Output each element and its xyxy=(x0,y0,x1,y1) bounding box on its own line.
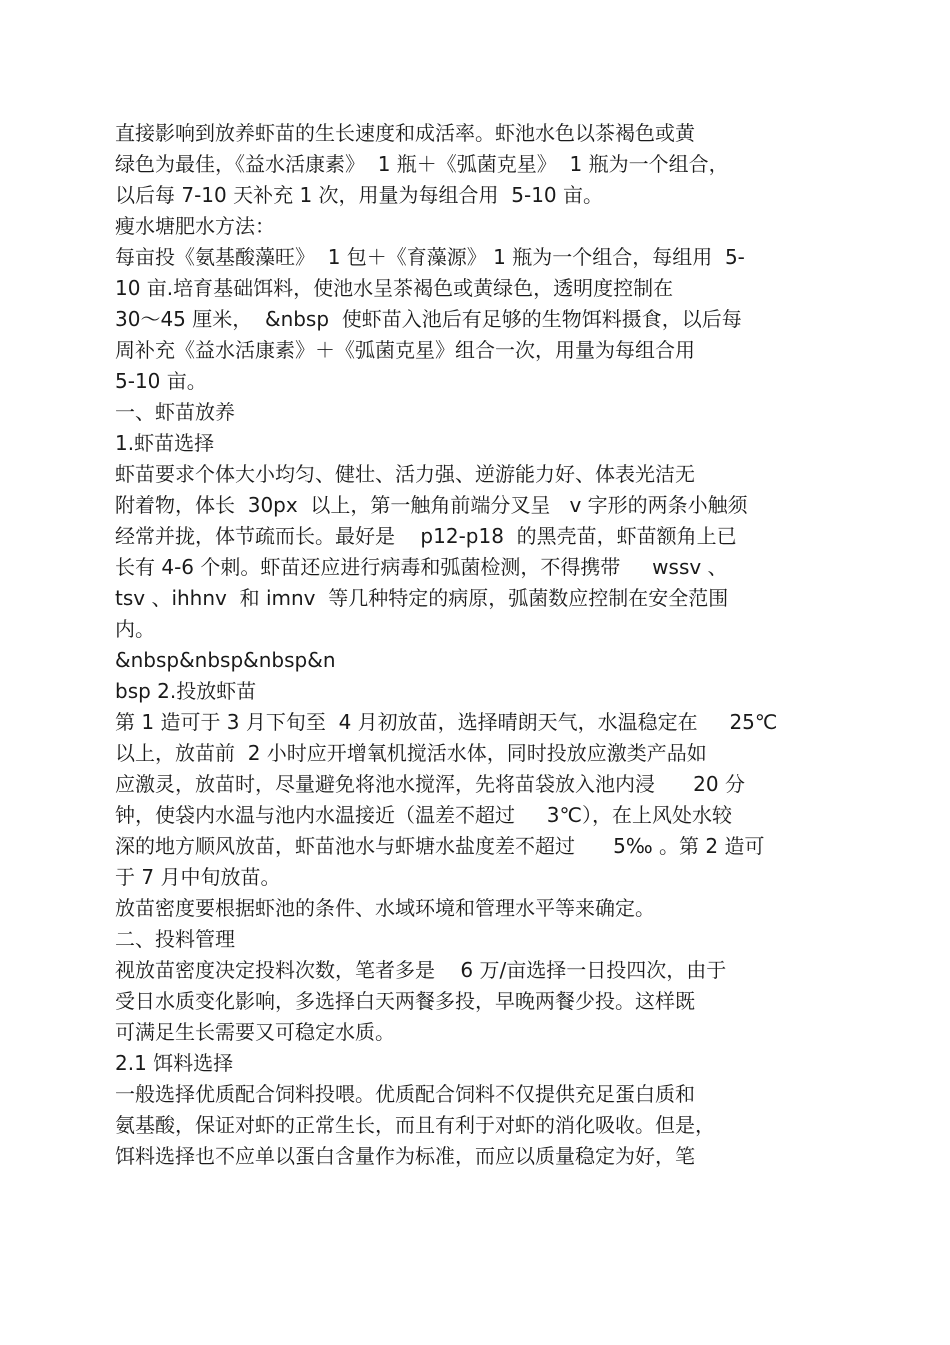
text-line: 附着物，体长 30px 以上，第一触角前端分叉呈 v 字形的两条小触须 xyxy=(115,493,748,517)
subsection-heading: bsp 2.投放虾苗 xyxy=(115,679,257,703)
text-line: 10 亩.培育基础饵料，使池水呈茶褐色或黄绿色，透明度控制在 xyxy=(115,276,674,300)
document-body xyxy=(115,118,875,1172)
text-line: &nbsp&nbsp&nbsp&n xyxy=(115,648,336,672)
text-line: 虾苗要求个体大小均匀、健壮、活力强、逆游能力好、体表光洁无 xyxy=(115,462,695,486)
text-line: 深的地方顺风放苗，虾苗池水与虾塘水盐度差不超过 5‰ 。第 2 造可 xyxy=(115,834,765,858)
text-line: 可满足生长需要又可稳定水质。 xyxy=(115,1020,395,1044)
text-line: 周补充《益水活康素》＋《弧菌克星》组合一次，用量为每组合用 xyxy=(115,338,695,362)
text-line: 5-10 亩。 xyxy=(115,369,207,393)
text-line: 绿色为最佳，《益水活康素》 1 瓶＋《弧菌克星》 1 瓶为一个组合， xyxy=(115,152,729,176)
text-line: 经常并拢，体节疏而长。最好是 p12-p18 的黑壳苗，虾苗额角上已 xyxy=(115,524,737,548)
text-line: tsv 、ihhnv 和 imnv 等几种特定的病原，弧菌数应控制在安全范围 xyxy=(115,586,729,610)
text-line: 一般选择优质配合饲料投喂。优质配合饲料不仅提供充足蛋白质和 xyxy=(115,1082,695,1106)
text-line: 直接影响到放养虾苗的生长速度和成活率。虾池水色以茶褐色或黄 xyxy=(115,121,695,145)
text-line: 以后每 7-10 天补充 1 次，用量为每组合用 5-10 亩。 xyxy=(115,183,604,207)
text-line: 于 7 月中旬放苗。 xyxy=(115,865,281,889)
text-line: 长有 4-6 个刺。虾苗还应进行病毒和弧菌检测，不得携带 wssv 、 xyxy=(115,555,728,579)
text-line: 第 1 造可于 3 月下旬至 4 月初放苗，选择晴朗天气，水温稳定在 25℃ xyxy=(115,710,778,734)
text-line: 每亩投《氨基酸藻旺》 1 包＋《育藻源》 1 瓶为一个组合，每组用 5- xyxy=(115,245,745,269)
text-line: 30～45 厘米， &nbsp 使虾苗入池后有足够的生物饵料摄食，以后每 xyxy=(115,307,742,331)
section-heading: 一、虾苗放养 xyxy=(115,400,235,424)
text-line: 内。 xyxy=(115,617,155,641)
text-line: 饵料选择也不应单以蛋白含量作为标准，而应以质量稳定为好，笔 xyxy=(115,1144,695,1168)
text-line: 放苗密度要根据虾池的条件、水域环境和管理水平等来确定。 xyxy=(115,896,655,920)
subsection-heading: 2.1 饵料选择 xyxy=(115,1051,234,1075)
text-line: 氨基酸，保证对虾的正常生长，而且有利于对虾的消化吸收。但是， xyxy=(115,1113,715,1137)
text-line: 应激灵，放苗时，尽量避免将池水搅浑，先将苗袋放入池内浸 20 分 xyxy=(115,772,745,796)
section-heading: 二、投料管理 xyxy=(115,927,235,951)
text-line: 视放苗密度决定投料次数，笔者多是 6 万/亩选择一日投四次，由于 xyxy=(115,958,727,982)
text-line: 受日水质变化影响，多选择白天两餐多投，早晚两餐少投。这样既 xyxy=(115,989,695,1013)
subsection-heading: 1.虾苗选择 xyxy=(115,431,215,455)
section-heading: 瘦水塘肥水方法： xyxy=(115,214,275,238)
text-line: 钟，使袋内水温与池内水温接近（温差不超过 3℃），在上风处水较 xyxy=(115,803,732,827)
text-line: 以上，放苗前 2 小时应开增氧机搅活水体，同时投放应激类产品如 xyxy=(115,741,707,765)
